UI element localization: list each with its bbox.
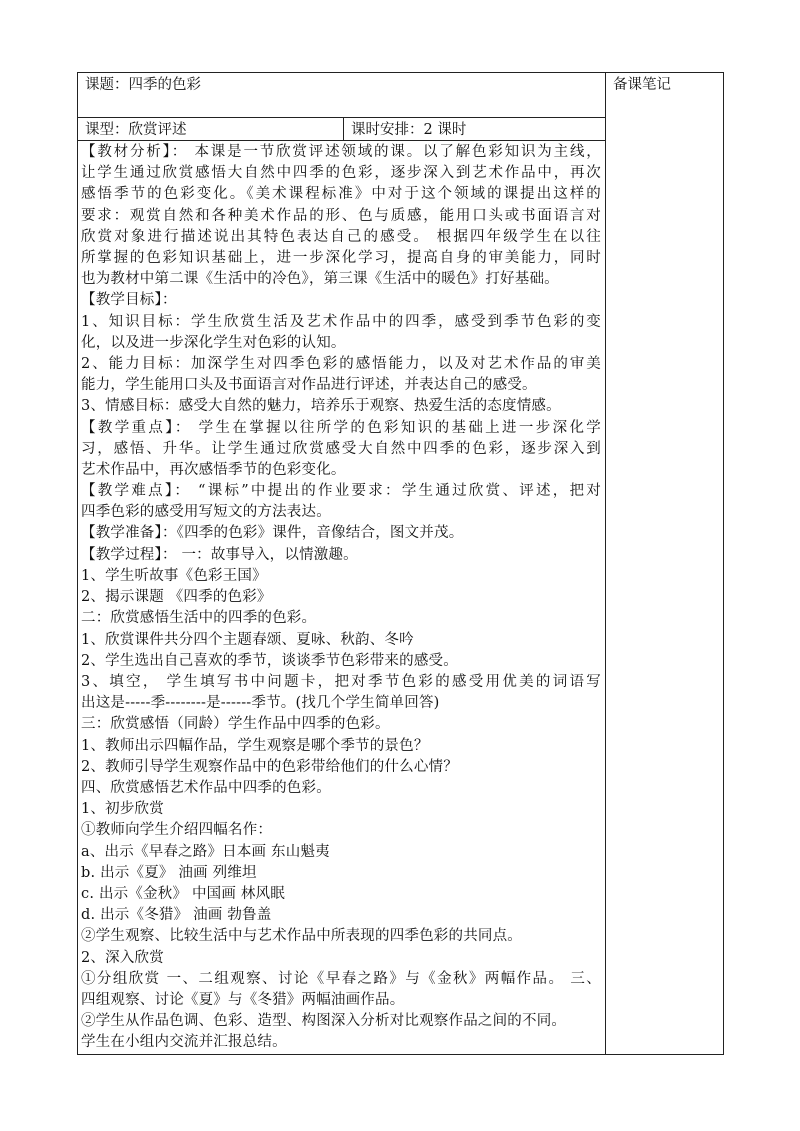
- body-line: 让学生通过欣赏感悟大自然中四季的色彩，逐步深入到艺术作品中，再次: [81, 165, 601, 182]
- body-line: 2、教师引导学生观察作品中的色彩带给他们的什么心情？: [81, 758, 458, 775]
- body-line: 感悟季节的色彩变化。《美术课程标准》中对于这个领域的课提出这样的: [81, 186, 601, 203]
- title-cell: [78, 73, 606, 118]
- body-line: 三：欣赏感悟（同龄）学生作品中四季的色彩。: [81, 716, 390, 733]
- body-line: 1、初步欣赏: [81, 801, 164, 818]
- body-line: 1、学生听故事《色彩王国》: [81, 567, 267, 584]
- body-line: ②学生从作品色调、色彩、造型、构图深入分析对比观察作品之间的不同。: [81, 1013, 567, 1030]
- schedule-cell: [344, 118, 606, 141]
- body-line: 2、揭示课题 《四季的色彩》: [81, 589, 272, 606]
- body-line: c. 出示《金秋》 中国画 林风眠: [81, 885, 285, 902]
- lesson-title: 课题：四季的色彩: [85, 77, 201, 93]
- body-line: 四季色彩的感受用写短文的方法表达。: [81, 504, 331, 521]
- body-line: 二：欣赏感悟生活中的四季的色彩。: [81, 610, 317, 627]
- body-line: 1、教师出示四幅作品，学生观察是哪个季节的景色？: [81, 737, 429, 754]
- body-line: 出这是-----季--------是------季节。(找几个学生简单回答): [81, 695, 440, 712]
- body-cell: [78, 141, 606, 1055]
- notes-column: [606, 73, 724, 1055]
- body-line: a、出示《早春之路》日本画 东山魁夷: [81, 843, 330, 860]
- body-line: 2、学生选出自己喜欢的季节，谈谈季节色彩带来的感受。: [81, 652, 458, 669]
- body-line: 要求：观赏自然和各种美术作品的形、色与质感，能用口头或书面语言对: [81, 207, 601, 224]
- lesson-body: [78, 141, 605, 1054]
- body-line: 【教学重点】： 学生在掌握以往所学的色彩知识的基础上进一步深化学: [81, 419, 601, 436]
- body-line: 【教学过程】： 一：故事导入，以情激趣。: [81, 546, 358, 563]
- body-line: 3、情感目标：感受大自然的魅力，培养乐于观察、热爱生活的态度情感。: [81, 398, 561, 415]
- body-line: 1、欣赏课件共分四个主题春颂、夏咏、秋韵、冬吟: [81, 631, 414, 648]
- body-line: 3、填空， 学生填写书中问题卡，把对季节色彩的感受用优美的词语写: [81, 673, 601, 690]
- body-line: 四组观察、讨论《夏》与《冬猎》两幅油画作品。: [81, 991, 405, 1008]
- body-line: 四、欣赏感悟艺术作品中四季的色彩。: [81, 779, 331, 796]
- body-line: 化，以及进一步深化学生对色彩的认知。: [81, 334, 346, 351]
- body-line: 【教材分析】： 本课是一节欣赏评述领域的课。以了解色彩知识为主线，: [81, 144, 601, 160]
- body-line: 学生在小组内交流并汇报总结。: [81, 1034, 287, 1051]
- body-line: d. 出示《冬猎》 油画 勃鲁盖: [81, 907, 272, 924]
- body-line: 2、能力目标：加深学生对四季色彩的感悟能力，以及对艺术作品的审美: [81, 355, 601, 372]
- body-line: 【教学难点】： “课标”中提出的作业要求：学生通过欣赏、评述，把对: [81, 483, 601, 500]
- body-line: 1、知识目标：学生欣赏生活及艺术作品中的四季，感受到季节色彩的变: [81, 313, 601, 330]
- body-line: 欣赏对象进行描述说出其特色表达自己的感受。 根据四年级学生在以往: [81, 228, 601, 245]
- body-line: ①教师向学生介绍四幅名作：: [81, 822, 273, 839]
- body-line: ①分组欣赏 一、二组观察、讨论《早春之路》与《金秋》两幅作品。 三、: [81, 970, 601, 987]
- body-line: 也为教材中第二课《生活中的冷色》，第三课《生活中的暖色》打好基础。: [81, 271, 559, 288]
- body-line: b. 出示《夏》 油画 列维坦: [81, 864, 257, 881]
- body-line: 所掌握的色彩知识基础上，进一步深化学习，提高自身的审美能力，同时: [81, 249, 601, 266]
- body-line: 2、深入欣赏: [81, 949, 164, 966]
- body-line: 能力，学生能用口头及书面语言对作品进行评述，并表达自己的感受。: [81, 377, 537, 394]
- lesson-plan-table: [77, 72, 724, 1055]
- notes-label: 备课笔记: [613, 77, 671, 93]
- body-line: 【教学目标】：: [81, 292, 177, 309]
- body-line: 【教学准备】：《四季的色彩》课件，音像结合，图文并茂。: [81, 525, 464, 542]
- body-line: 习，感悟、升华。让学生通过欣赏感受大自然中四季的色彩，逐步深入到: [81, 440, 601, 457]
- type-cell: [78, 118, 344, 141]
- body-line: 艺术作品中，再次感悟季节的色彩变化。: [81, 461, 346, 478]
- lesson-schedule: 课时安排：2 课时: [351, 122, 467, 138]
- lesson-type: 课型：欣赏评述: [85, 122, 187, 138]
- body-line: ②学生观察、比较生活中与艺术作品中所表现的四季色彩的共同点。: [81, 928, 522, 945]
- title-row: [78, 73, 724, 118]
